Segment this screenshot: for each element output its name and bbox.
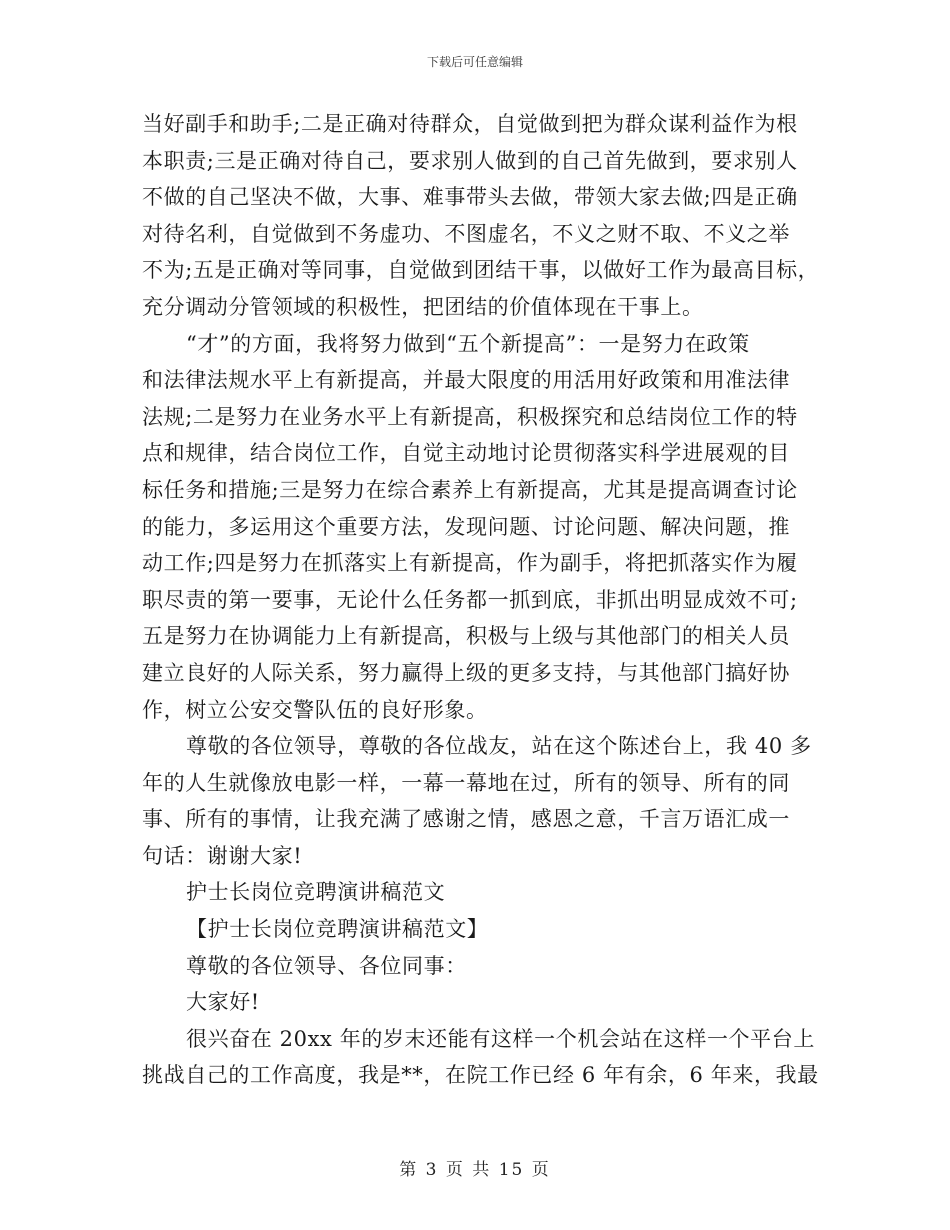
text-line: 五是努力在协调能力上有新提高，积极与上级与其他部门的相关人员 [142, 624, 790, 649]
text-line: 本职责;三是正确对待自己，要求别人做到的自己首先做到，要求别人 [142, 148, 798, 173]
page-header: 下载后可任意编辑 [426, 55, 523, 69]
document-body [142, 106, 820, 1094]
text-line: 点和规律，结合岗位工作，自觉主动地讨论贯彻落实科学进展观的目 [142, 441, 790, 466]
text-line: 尊敬的各位领导，尊敬的各位战友，站在这个陈述台上，我 40 多 [186, 734, 812, 759]
page-footer: 第 3 页 共 15 页 [399, 1160, 551, 1180]
text-line: 充分调动分管领域的积极性，把团结的价值体现在干事上。 [142, 294, 704, 319]
text-line: 事、所有的事情，让我充满了感谢之情，感恩之意，千言万语汇成一 [142, 807, 790, 832]
text-line: 建立良好的人际关系，努力赢得上级的更多支持，与其他部门搞好协 [142, 660, 790, 685]
text-line: 挑战自己的工作高度，我是**，在院工作已经 6 年有余，6 年来，我最 [142, 1063, 819, 1088]
text-line: 年的人生就像放电影一样，一幕一幕地在过，所有的领导、所有的同 [142, 770, 790, 795]
section-title: 护士长岗位竞聘演讲稿范文 [186, 880, 446, 905]
text-line: 和法律法规水平上有新提高，并最大限度的用活用好政策和用准法律 [142, 368, 790, 393]
text-line: “才”的方面，我将努力做到“五个新提高”：一是努力在政策 [186, 331, 750, 356]
salutation: 尊敬的各位领导、各位同事： [186, 953, 467, 978]
text-line: 当好副手和助手;二是正确对待群众，自觉做到把为群众谋利益作为根 [142, 112, 798, 136]
text-line: 不做的自己坚决不做，大事、难事带头去做，带领大家去做;四是正确 [142, 185, 798, 210]
text-line: 不为;五是正确对等同事，自觉做到团结干事，以做好工作为最高目标， [142, 258, 820, 283]
text-line: 对待名利，自觉做到不务虚功、不图虚名，不义之财不取、不义之举 [142, 221, 790, 246]
text-line: 动工作;四是努力在抓落实上有新提高，作为副手，将把抓落实作为履 [142, 551, 798, 576]
greeting: 大家好! [186, 990, 260, 1015]
text-line: 作，树立公安交警队伍的良好形象。 [142, 697, 488, 722]
text-line: 标任务和措施;三是努力在综合素养上有新提高，尤其是提高调查讨论 [142, 477, 798, 502]
text-line: 的能力，多运用这个重要方法，发现问题、讨论问题、解决问题，推 [142, 514, 790, 539]
text-line: 句话：谢谢大家! [142, 843, 303, 868]
text-line: 职尽责的第一要事，无论什么任务都一抓到底，非抓出明显成效不可; [142, 587, 798, 612]
text-line: 很兴奋在 20xx 年的岁末还能有这样一个机会站在这样一个平台上 [186, 1026, 815, 1051]
text-line: 法规;二是努力在业务水平上有新提高，积极探究和总结岗位工作的特 [142, 404, 798, 429]
section-subtitle: 【护士长岗位竞聘演讲稿范文】 [186, 917, 489, 942]
